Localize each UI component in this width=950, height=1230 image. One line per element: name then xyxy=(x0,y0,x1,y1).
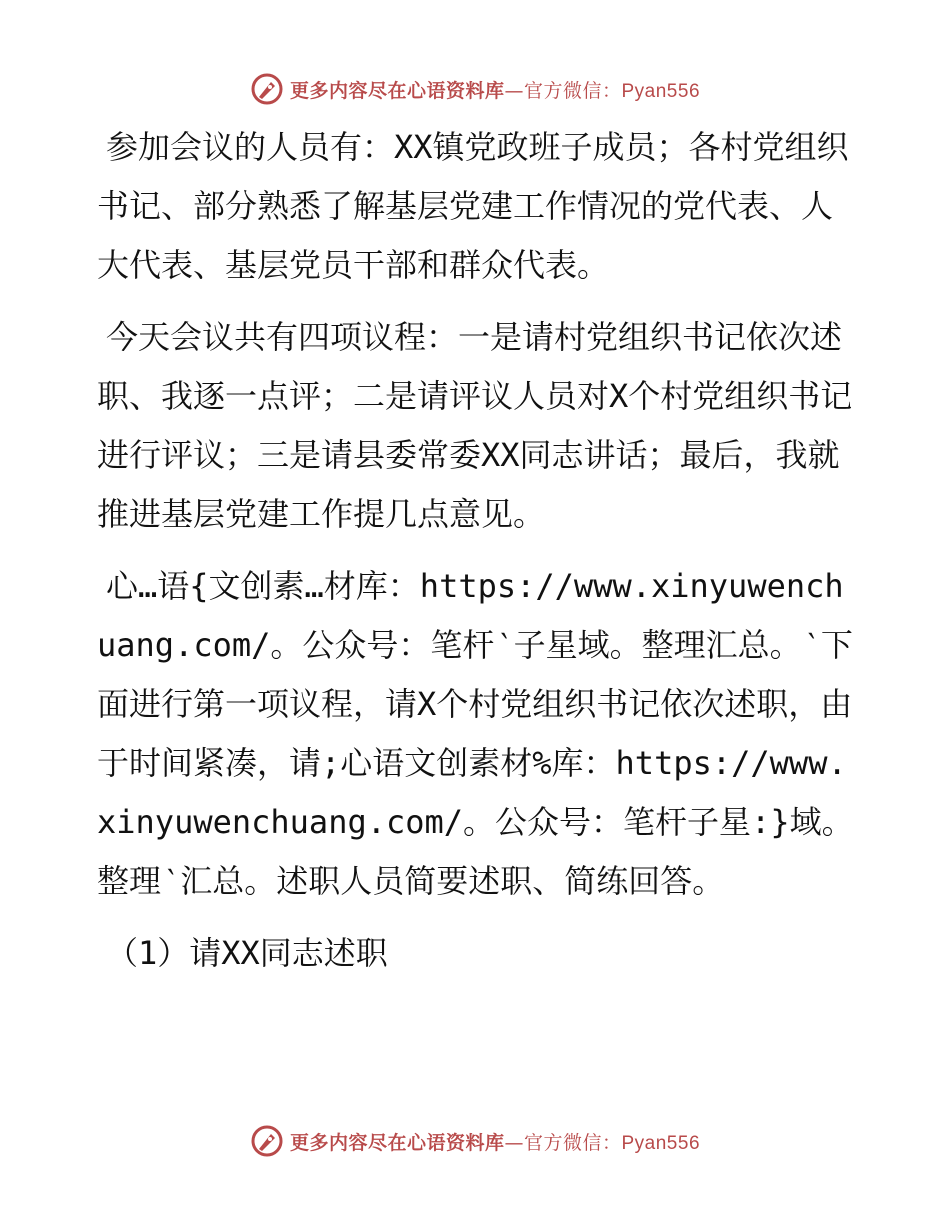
document-body xyxy=(97,118,857,996)
header-watermark xyxy=(0,72,950,106)
watermark-wechat-id: Pyan556 xyxy=(621,1132,701,1154)
pen-nib-logo-icon xyxy=(250,72,284,106)
watermark-official-label: 官方微信： xyxy=(523,1131,622,1154)
watermark-main-text: 更多内容尽在心语资料库 xyxy=(289,1131,505,1154)
pen-nib-logo-icon xyxy=(250,1124,284,1158)
watermark-separator: — xyxy=(504,79,524,102)
paragraph-first-item: 心…语{文创素…材库：https://www.xinyuwenchuang.com/。公众号：笔杆‵子星域。整理汇总。‵下面进行第一项议程，请X个村党组织书记依次述职，由于时间紧凑，请;心语文创素材%库：https://www.xinyuwenchuang.com/。公众号：笔杆子星:}域。整理‵汇总。述职人员简要述职、简练回答。 xyxy=(97,567,854,900)
watermark-wechat-id: Pyan556 xyxy=(621,80,701,102)
watermark-main-text: 更多内容尽在心语资料库 xyxy=(289,79,505,102)
paragraph-agenda: 今天会议共有四项议程：一是请村党组织书记依次述职、我逐一点评；二是请评议人员对X个村党组织书记进行评议；三是请县委常委XX同志讲话；最后，我就推进基层党建工作提几点意见。 xyxy=(97,318,853,533)
footer-watermark xyxy=(0,1124,950,1158)
paragraph-speaker: （1）请XX同志述职 xyxy=(106,934,388,972)
watermark-official-label: 官方微信： xyxy=(523,79,622,102)
paragraph-attendees: 参加会议的人员有：XX镇党政班子成员；各村党组织书记、部分熟悉了解基层党建工作情况的党代表、人大代表、基层党员干部和群众代表。 xyxy=(97,128,849,284)
watermark-separator: — xyxy=(504,1131,524,1154)
